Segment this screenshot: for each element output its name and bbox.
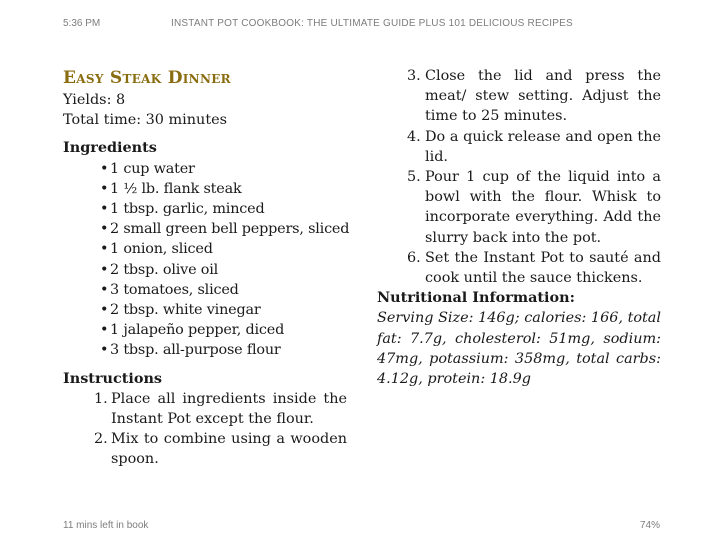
- instruction-step: [377, 66, 661, 127]
- reader-footer: [0, 520, 723, 534]
- ingredient-item: • 1 cup water: [100, 159, 347, 179]
- time-left-in-book: 11 mins left in book: [63, 520, 149, 531]
- ingredient-item: • 3 tomatoes, sliced: [100, 280, 347, 300]
- step-number: 6.: [407, 249, 421, 266]
- reading-progress: 74%: [639, 520, 660, 531]
- step-text: Close the lid and press the meat/ stew setting. Adjust the time to 25 minutes.: [425, 68, 661, 125]
- nutrition-text: Serving Size: 146g; calories: 166, total fat: 7.7g, cholesterol: 51mg, sodium: 47mg, potassium: 358mg, total carbs: 4.12g, protein: 18.9g: [377, 310, 661, 388]
- instruction-step: [377, 248, 661, 288]
- step-number: 4.: [407, 128, 421, 145]
- instructions-list: [63, 389, 347, 470]
- step-text: Do a quick release and open the lid.: [425, 128, 661, 165]
- step-text: Set the Instant Pot to sauté and cook until the sauce thickens.: [425, 249, 661, 287]
- ingredient-item: • 1 onion, sliced: [100, 239, 347, 259]
- instruction-step: [63, 389, 347, 429]
- ingredient-item: • 2 tbsp. olive oil: [100, 260, 347, 280]
- step-number: 3.: [407, 68, 421, 84]
- ingredients-list: [63, 159, 350, 361]
- ingredient-item: • 3 tbsp. all-purpose flour: [100, 340, 347, 360]
- ingredient-item: • 1 tbsp. garlic, minced: [100, 199, 347, 219]
- recipe-total-time: Total time: 30 minutes: [63, 112, 228, 129]
- ingredients-heading: Ingredients: [63, 139, 157, 157]
- step-number: 1.: [94, 390, 108, 407]
- ingredient-item: • 2 small green bell peppers, sliced: [100, 219, 347, 239]
- step-text: Place all ingredients inside the Instant Pot except the flour.: [111, 390, 347, 428]
- reader-header: [0, 18, 723, 34]
- ingredient-item: • 1 ½ lb. flank steak: [100, 179, 347, 199]
- clock-time: 5:36 PM: [63, 18, 101, 29]
- step-number: 2.: [94, 431, 108, 448]
- instruction-step: [377, 127, 661, 167]
- recipe-title: Easy Steak Dinner: [63, 68, 231, 88]
- instruction-step: [63, 429, 347, 469]
- book-title: INSTANT POT COOKBOOK: THE ULTIMATE GUIDE PLUS 101 DELICIOUS RECIPES: [171, 18, 573, 29]
- step-text: Mix to combine using a wooden spoon.: [111, 431, 347, 468]
- page-column-right: [377, 66, 661, 389]
- instructions-list-continued: [377, 66, 661, 288]
- nutrition-heading: Nutritional Information:: [377, 289, 575, 307]
- step-number: 5.: [407, 169, 421, 186]
- ingredient-item: • 1 jalapeño pepper, diced: [100, 320, 347, 340]
- instruction-step: [377, 167, 661, 248]
- step-text: Pour 1 cup of the liquid into a bowl with the flour. Whisk to incorporate everything. Add the slurry back into the pot.: [425, 169, 661, 246]
- recipe-yields: Yields: 8: [63, 92, 126, 108]
- page-column-left: [63, 66, 350, 470]
- instructions-heading: Instructions: [63, 369, 163, 387]
- ingredient-item: • 2 tbsp. white vinegar: [100, 300, 347, 320]
